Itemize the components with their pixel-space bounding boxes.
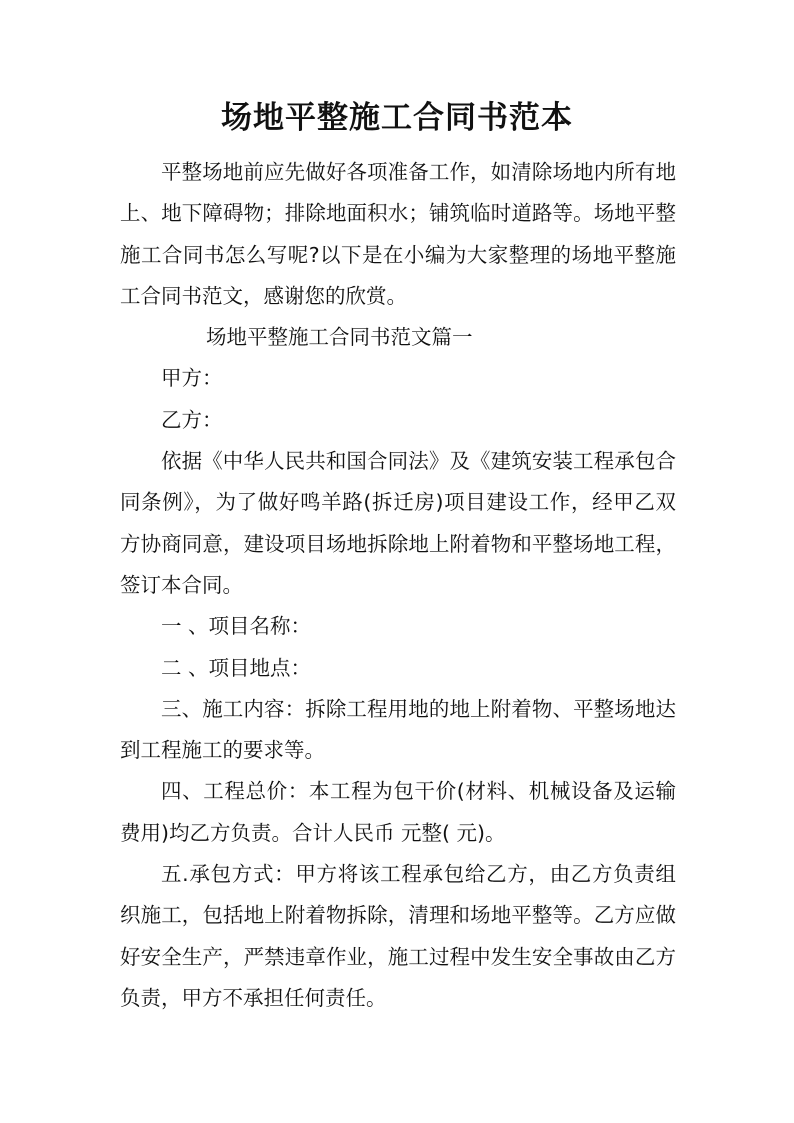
clause-project-location: 二 、项目地点：	[161, 655, 312, 680]
section-heading: 场地平整施工合同书范文篇一	[206, 325, 473, 350]
clause-total-price: 四、工程总价：本工程为包干价(材料、机械设备及运输费用)均乙方负责。合计人民币 元整( 元)。	[120, 779, 676, 845]
clause-construction-content: 三、施工内容：拆除工程用地的地上附着物、平整场地达到工程施工的要求等。	[120, 696, 676, 763]
party-b-line: 乙方：	[161, 407, 223, 432]
document-body	[120, 152, 676, 1019]
clause-contract-method: 五.承包方式：甲方将该工程承包给乙方，由乙方负责组织施工，包括地上附着物拆除，清理和场地平整等。乙方应做好安全生产，严禁违章作业，施工过程中发生安全事故由乙方负责，甲方不承担任何责任。	[120, 862, 676, 1010]
basis-paragraph: 依据《中华人民共和国合同法》及《建筑安装工程承包合同条例》，为了做好鸣羊路(拆迁房)项目建设工作，经甲乙双方协商同意，建设项目场地拆除地上附着物和平整场地工程，签订本合同。	[120, 449, 676, 597]
intro-paragraph: 平整场地前应先做好各项准备工作，如清除场地内所有地上、地下障碍物；排除地面积水；铺筑临时道路等。场地平整施工合同书怎么写呢?以下是在小编为大家整理的场地平整施工合同书范文，感谢您的欣赏。	[120, 160, 676, 308]
party-a-line: 甲方：	[161, 366, 223, 391]
clause-project-name: 一 、项目名称：	[161, 614, 312, 639]
document-title: 场地平整施工合同书范本	[221, 100, 573, 136]
